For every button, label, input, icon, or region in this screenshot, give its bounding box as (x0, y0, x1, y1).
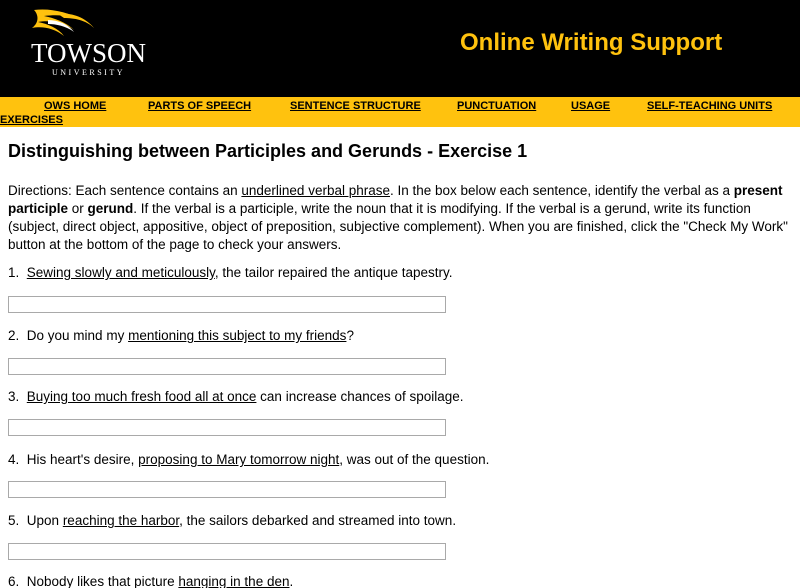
directions-part: Directions: Each sentence contains an (8, 183, 242, 198)
nav-link-parts-of-speech[interactable]: PARTS OF SPEECH (148, 100, 252, 112)
nav-link-self-teaching-units[interactable]: SELF-TEACHING UNITS (647, 100, 773, 112)
question-text: , the sailors debarked and streamed into town. (179, 513, 457, 528)
question-text: , was out of the question. (339, 452, 490, 467)
verbal-phrase: Sewing slowly and meticulously (26, 265, 215, 280)
question-number: 3. (8, 389, 20, 404)
question-text: . (289, 574, 294, 588)
nav-link-sentence-structure[interactable]: SENTENCE STRUCTURE (290, 100, 421, 112)
answer-input-3[interactable] (8, 419, 446, 436)
nav-link-usage[interactable]: USAGE (571, 100, 611, 112)
question-4 (8, 452, 489, 468)
logo-wordmark: TOWSON (31, 38, 147, 68)
page-title: Distinguishing between Participles and Gerunds - Exercise 1 (8, 141, 528, 161)
question-text: Upon (26, 513, 63, 528)
question-6 (8, 574, 293, 588)
nav-link-exercises[interactable]: EXERCISES (0, 114, 63, 126)
main-nav (0, 97, 800, 127)
directions-underlined-term: underlined verbal phrase (241, 183, 390, 198)
nav-link-ows-home[interactable]: OWS HOME (44, 100, 107, 112)
verbal-phrase: reaching the harbor (62, 513, 180, 528)
answer-input-2[interactable] (8, 358, 446, 375)
nav-link-punctuation[interactable]: PUNCTUATION (457, 100, 537, 112)
question-1 (8, 265, 453, 281)
directions-part: or (68, 201, 88, 216)
question-text: Do you mind my (26, 328, 129, 343)
site-title: Online Writing Support (460, 29, 723, 56)
verbal-phrase: Buying too much fresh food all at once (26, 389, 257, 404)
question-number: 6. (8, 574, 20, 588)
question-number: 4. (8, 452, 20, 467)
towson-logo[interactable] (18, 6, 148, 82)
question-text: Nobody likes that picture (26, 574, 179, 588)
question-5 (8, 513, 456, 529)
tiger-flame-logo-icon (28, 6, 98, 40)
verbal-phrase: mentioning this subject to my friends (128, 328, 347, 343)
directions-part: . In the box below each sentence, identify the verbal as a (390, 183, 734, 198)
question-number: 2. (8, 328, 20, 343)
answer-input-4[interactable] (8, 481, 446, 498)
question-text: , the tailor repaired the antique tapestry. (214, 265, 453, 280)
question-text: His heart's desire, (26, 452, 139, 467)
logo-subtext: UNIVERSITY (52, 68, 125, 77)
answer-input-5[interactable] (8, 543, 446, 560)
site-header (0, 0, 800, 97)
question-text: ? (346, 328, 354, 343)
verbal-phrase: hanging in the den (178, 574, 290, 588)
directions-bold-term: present participle (8, 183, 783, 216)
question-3 (8, 389, 464, 405)
directions-text (8, 182, 792, 254)
question-number: 1. (8, 265, 20, 280)
question-2 (8, 328, 354, 344)
verbal-phrase: proposing to Mary tomorrow night (138, 452, 340, 467)
answer-input-1[interactable] (8, 296, 446, 313)
directions-part: . If the verbal is a participle, write the noun that it is modifying. If the verbal is a gerund, write its function (subject, direct object, appositive, object of preposition, subjective complement). When you are finished, click the "Check My Work" button at the bottom of the page to check your answers. (8, 201, 788, 252)
directions-bold-term: gerund (87, 201, 134, 216)
question-number: 5. (8, 513, 20, 528)
question-text: can increase chances of spoilage. (256, 389, 464, 404)
